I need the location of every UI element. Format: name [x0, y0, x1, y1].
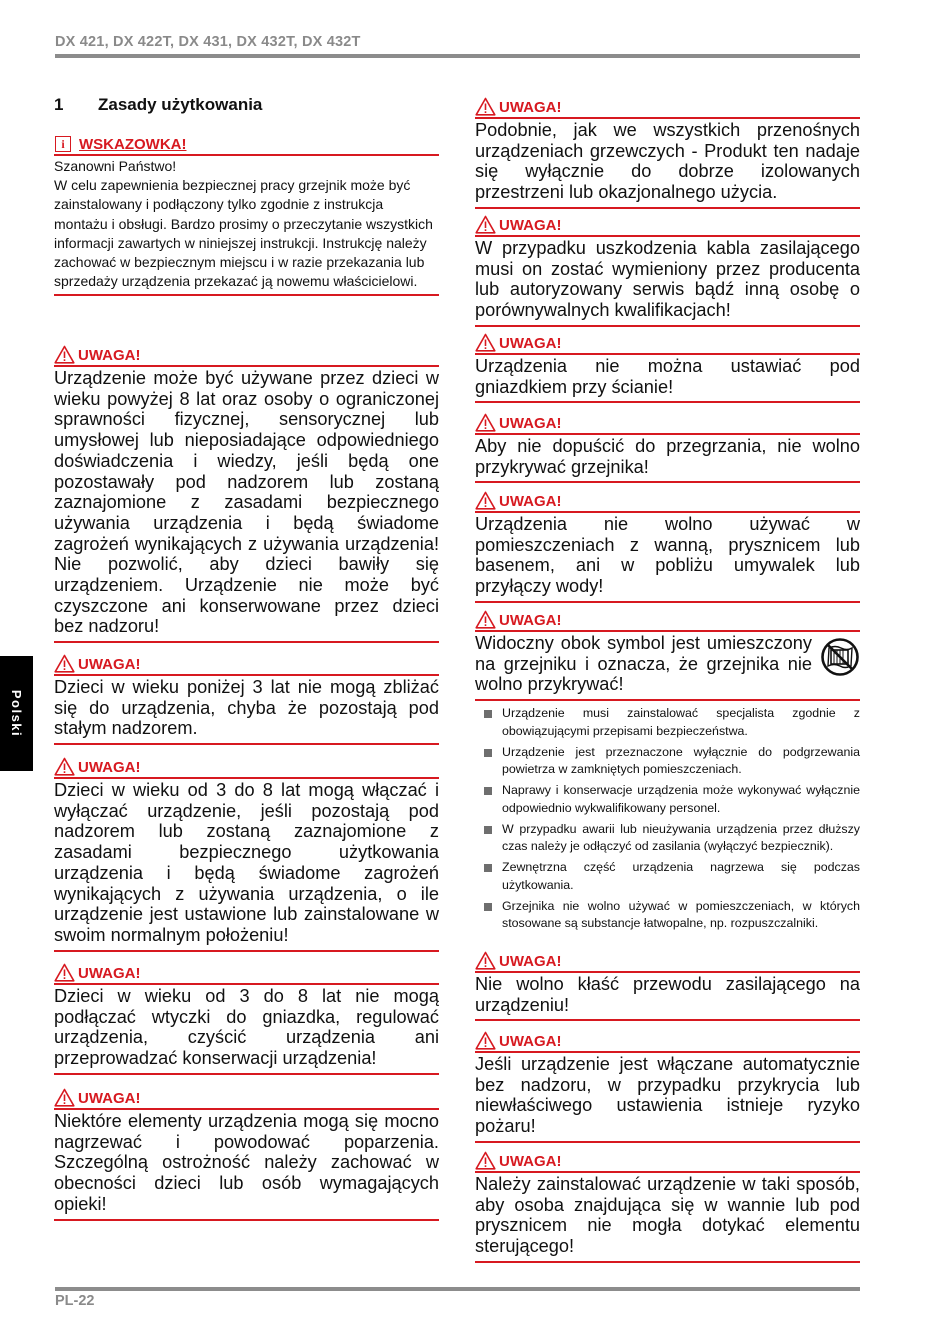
warning-header — [475, 490, 860, 513]
warning-text: Urządzenie może być używane przez dzieci w wieku powyżej 8 lat oraz osoby o ograniczonej sprawności fizycznej, sensorycznej lub umysłowej lub nieposiadające odpowiedniego doświadczenia i wiedzy, jeśli będą one pozostawały pod nadzorem lub zostaną zaznajomione z zasadami bezpiecznego używania urządzenia i będą świadome zagrożeń wynikających z używania urządzenia! Nie pozwolić, aby dzieci bawiły się urządzeniem. Urządzenie nie może być czyszczone ani konserwowane przez dzieci bez nadzoru! — [54, 367, 439, 643]
list-item — [475, 821, 860, 856]
list-item-text: Urządzenie jest przeznaczone wyłącznie do podgrzewania powietrza w zamkniętych pomieszczeniach. — [502, 744, 860, 776]
warning-label: UWAGA! — [78, 759, 141, 776]
list-item-text: Zewnętrzna część urządzenia nagrzewa się podczas użytkowania. — [502, 860, 860, 892]
note-text — [54, 156, 439, 296]
warning-block — [475, 214, 860, 327]
warning-text: Jeśli urządzenie jest włączane automatycznie bez nadzoru, w przypadku przykrycia lub niewłaściwego ustawienia istnieje ryzyko pożaru! — [475, 1053, 860, 1143]
do-not-cover-icon — [820, 637, 860, 677]
warning-label: UWAGA! — [78, 347, 141, 364]
note-text-content — [54, 158, 433, 289]
section-number: 1 — [54, 95, 64, 114]
warning-header — [475, 332, 860, 355]
square-bullet-icon — [484, 787, 492, 795]
page-number: PL-22 — [55, 1293, 95, 1309]
warning-label: UWAGA! — [499, 612, 562, 629]
warning-text: Urządzenia nie można ustawiać pod gniazdkiem przy ścianie! — [475, 355, 860, 403]
warning-text: Dzieci w wieku od 3 do 8 lat nie mogą podłączać wtyczki do gniazdka, regulować urządzenia, czyścić urządzenia ani przeprowadzać konserwacji urządzenia! — [54, 985, 439, 1075]
symbol-warning-block — [475, 609, 860, 701]
instruction-list — [475, 705, 860, 936]
note-paragraph: W celu zapewnienia bezpiecznej pracy grzejnik może być zainstalowany i podłączony tylko zgodnie z instrukcja montażu i obsługi. Bardzo prosimy o przeczytanie wszystkich informacji zawartych w niniejszej instrukcji. Instrukcję należy zachować w bezpiecznym miejscu i w razie przekazania lub sprzedaży urządzenia przekazać ją nowemu właścicielowi. — [54, 177, 433, 290]
list-item-text: Grzejnika nie wolno używać w pomieszczeniach, w których stosowane są substancje łatwopalne, np. rozpuszczalniki. — [502, 898, 860, 930]
warning-header — [475, 1030, 860, 1053]
header-title: DX 421, DX 422T, DX 431, DX 432T, DX 432T — [55, 34, 361, 50]
warning-text: Dzieci w wieku poniżej 3 lat nie mogą zbliżać się do urządzenia, chyba że pozostają pod stałym nadzorem. — [54, 676, 439, 745]
warning-label: UWAGA! — [499, 953, 562, 970]
warning-label: UWAGA! — [499, 1033, 562, 1050]
warning-triangle-icon — [475, 491, 496, 510]
warning-label: UWAGA! — [499, 493, 562, 510]
warning-header — [54, 962, 439, 985]
list-item-text: Naprawy i konserwacje urządzenia może wykonywać wyłącznie odpowiednio wykwalifikowany personel. — [502, 783, 860, 815]
warning-label: UWAGA! — [499, 217, 562, 234]
warning-block — [475, 950, 860, 1021]
warning-block — [475, 332, 860, 403]
language-tab-label: Polski — [9, 689, 25, 738]
warning-block — [54, 962, 439, 1075]
warning-header — [475, 412, 860, 435]
warning-triangle-icon — [475, 1151, 496, 1170]
warning-triangle-icon — [54, 1088, 75, 1107]
warning-header — [54, 1087, 439, 1110]
warning-label: UWAGA! — [78, 656, 141, 673]
warning-triangle-icon — [475, 97, 496, 116]
square-bullet-icon — [484, 749, 492, 757]
list-item — [475, 744, 860, 779]
square-bullet-icon — [484, 903, 492, 911]
info-icon: i — [55, 136, 71, 152]
warning-triangle-icon — [475, 610, 496, 629]
warning-block — [475, 1030, 860, 1143]
footer-rule — [55, 1287, 860, 1291]
note-greeting: Szanowni Państwo! — [54, 158, 177, 174]
symbol-warning-body — [475, 632, 860, 701]
list-item-text: W przypadku awarii lub nieużywania urządzenia przez dłuższy czas należy je odłączyć od zasilania (wyłączyć bezpiecznik). — [502, 821, 860, 853]
language-tab — [0, 656, 33, 771]
note-header — [54, 133, 439, 156]
warning-header — [475, 609, 860, 632]
warning-triangle-icon — [475, 215, 496, 234]
warning-block — [475, 1150, 860, 1263]
warning-label: UWAGA! — [499, 1153, 562, 1170]
warning-text: Aby nie dopuścić do przegrzania, nie wolno przykrywać grzejnika! — [475, 435, 860, 483]
warning-block — [54, 653, 439, 745]
square-bullet-icon — [484, 710, 492, 718]
warning-header — [54, 653, 439, 676]
warning-text: Dzieci w wieku od 3 do 8 lat mogą włączać i wyłączać urządzenie, jeśli pozostają pod nadzorem lub zostaną zaznajomione z zasadami bezpiecznego użytkowania urządzenia i będą świadome zagrożeń wynikających z używania urządzenia, o ile urządzenie jest ustawione lub zainstalowane w swoim normalnym położeniu! — [54, 779, 439, 952]
warning-text: Podobnie, jak we wszystkich przenośnych urządzeniach grzewczych - Produkt ten nadaje się wyłącznie do dobrze izolowanych przestrzeni lub okazjonalnego użycia. — [475, 119, 860, 209]
warning-triangle-icon — [54, 654, 75, 673]
section-title: Zasady użytkowania — [98, 95, 263, 114]
warning-text: Niektóre elementy urządzenia mogą się mocno nagrzewać i powodować poparzenia. Szczególną ostrożność należy zachować w obecności dzieci lub osób wymagających opieki! — [54, 1110, 439, 1221]
square-bullet-icon — [484, 864, 492, 872]
symbol-warning-text: Widoczny obok symbol jest umieszczony na grzejniku i oznacza, że grzejnika nie wolno przykrywać! — [475, 633, 812, 695]
note-label: WSKAZOWKA! — [79, 136, 187, 153]
warning-header — [475, 950, 860, 973]
warning-header — [475, 96, 860, 119]
list-item — [475, 705, 860, 740]
warning-triangle-icon — [475, 951, 496, 970]
warning-header — [475, 1150, 860, 1173]
list-item-text: Urządzenie musi zainstalować specjalista zgodnie z obowiązującymi przepisami bezpieczeństwa. — [502, 706, 860, 738]
warning-label: UWAGA! — [499, 415, 562, 432]
section-heading — [54, 95, 262, 115]
warning-block — [54, 756, 439, 952]
warning-block — [475, 96, 860, 209]
warning-block — [54, 1087, 439, 1221]
warning-triangle-icon — [475, 413, 496, 432]
warning-block — [475, 490, 860, 603]
warning-triangle-icon — [475, 333, 496, 352]
note-block — [54, 133, 439, 296]
warning-header — [54, 756, 439, 779]
warning-label: UWAGA! — [499, 335, 562, 352]
warning-label: UWAGA! — [78, 965, 141, 982]
warning-header — [475, 214, 860, 237]
warning-triangle-icon — [54, 345, 75, 364]
warning-block — [54, 344, 439, 643]
list-item — [475, 898, 860, 933]
warning-triangle-icon — [54, 757, 75, 776]
warning-text: Urządzenia nie wolno używać w pomieszczeniach z wanną, prysznicem lub basenem, ani w pobliżu umywalek lub przyłączy wody! — [475, 513, 860, 603]
warning-header — [54, 344, 439, 367]
warning-text: Nie wolno kłaść przewodu zasilającego na urządzeniu! — [475, 973, 860, 1021]
warning-block — [475, 412, 860, 483]
square-bullet-icon — [484, 826, 492, 834]
warning-triangle-icon — [475, 1031, 496, 1050]
warning-text: Należy zainstalować urządzenie w taki sposób, aby osoba znajdująca się w wannie lub pod prysznicem nie mogła dotykać elementu sterującego! — [475, 1173, 860, 1263]
warning-label: UWAGA! — [499, 99, 562, 116]
list-item — [475, 782, 860, 817]
warning-label: UWAGA! — [78, 1090, 141, 1107]
list-item — [475, 859, 860, 894]
warning-triangle-icon — [54, 963, 75, 982]
header-rule — [55, 54, 860, 58]
warning-text: W przypadku uszkodzenia kabla zasilającego musi on zostać wymieniony przez producenta lub autoryzowany serwis bądź inną osobę o porównywalnych kwalifikacjach! — [475, 237, 860, 327]
